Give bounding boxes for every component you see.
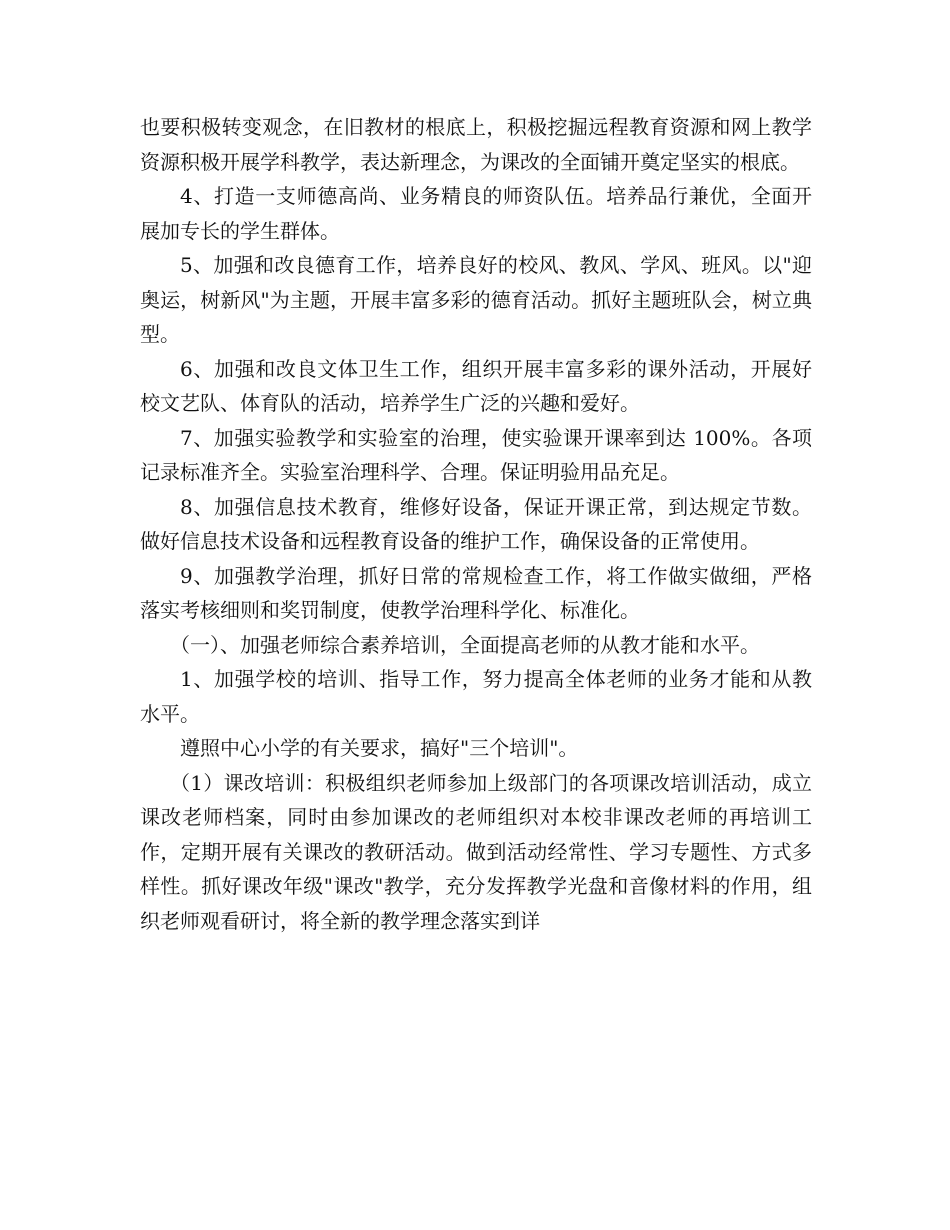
paragraph-item-8: 8、加强信息技术教育，维修好设备，保证开课正常，到达规定节数。做好信息技术设备和远程教育设备的维护工作，确保设备的正常使用。	[140, 494, 812, 553]
paragraph-subitem-1: 1、加强学校的培训、指导工作，努力提高全体老师的业务才能和从教水平。	[140, 667, 812, 726]
paragraph-three-trainings: 遵照中心小学的有关要求，搞好"三个培训"。	[180, 736, 579, 760]
section-heading-1: （一）、加强老师综合素养培训，全面提高老师的从教才能和水平。	[170, 632, 760, 657]
paragraph-continuation: 也要积极转变观念，在旧教材的根底上，积极挖掘远程教育资源和网上教学资源积极开展学科教学，表达新理念，为课改的全面铺开奠定坚实的根底。	[140, 115, 812, 174]
document-body	[140, 110, 812, 938]
paragraph-item-9: 9、加强教学治理，抓好日常的常规检查工作，将工作做实做细，严格落实考核细则和奖罚制度，使教学治理科学化、标准化。	[140, 563, 812, 622]
paragraph-curriculum-training: （1）课改培训：积极组织老师参加上级部门的各项课改培训活动，成立课改老师档案，同时由参加课改的老师组织对本校非课改老师的再培训工作，定期开展有关课改的教研活动。做到活动经常性、学习专题性、方式多样性。抓好课改年级"课改"教学，充分发挥教学光盘和音像材料的作用，组织老师观看研讨，将全新的教学理念落实到详	[140, 770, 812, 933]
paragraph-item-7: 7、加强实验教学和实验室的治理，使实验课开课率到达 100%。各项记录标准齐全。实验室治理科学、合理。保证明验用品充足。	[140, 425, 812, 484]
paragraph-item-6: 6、加强和改良文体卫生工作，组织开展丰富多彩的课外活动，开展好校文艺队、体育队的活动，培养学生广泛的兴趣和爱好。	[140, 356, 812, 415]
paragraph-item-5: 5、加强和改良德育工作，培养良好的校风、教风、学风、班风。以"迎奥运，树新风"为主题，开展丰富多彩的德育活动。抓好主题班队会，树立典型。	[140, 253, 812, 346]
paragraph-item-4: 4、打造一支师德高尚、业务精良的师资队伍。培养品行兼优，全面开展加专长的学生群体。	[140, 184, 812, 243]
